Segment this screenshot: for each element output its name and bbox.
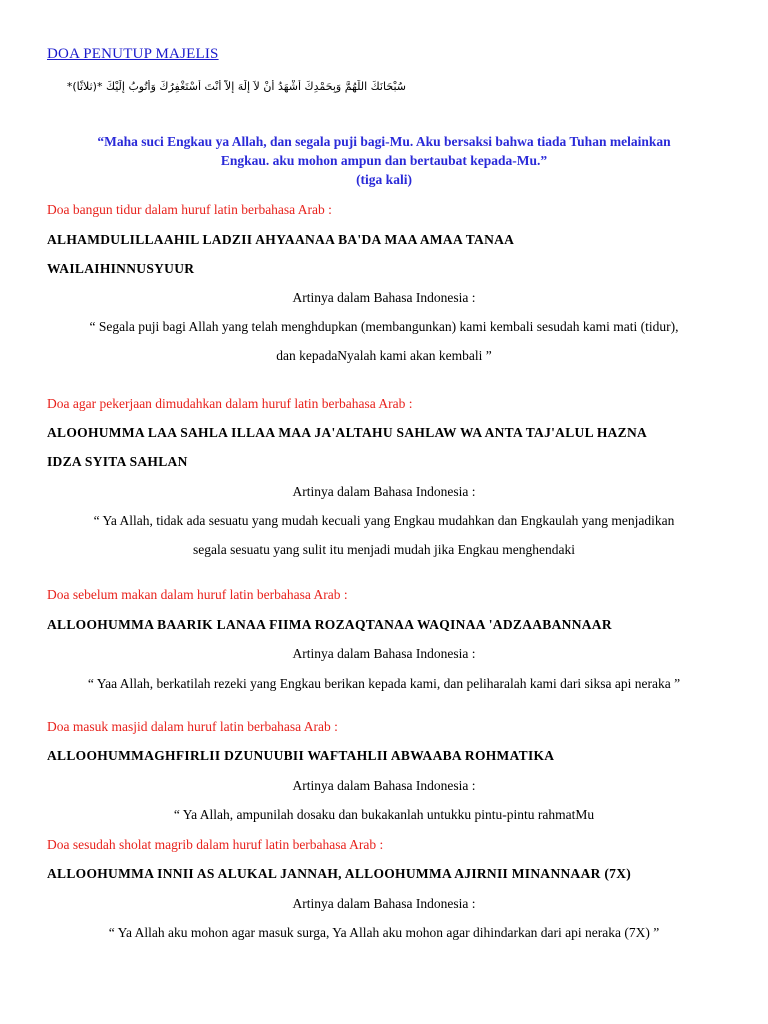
translation-line: “ Ya Allah, tidak ada sesuatu yang mudah kecuali yang Engkau mudahkan dan Engkaulah yang menjadikan bbox=[93, 513, 675, 528]
latin-text-line: ALOOHUMMA LAA SAHLA ILLAA MAA JA'ALTAHU SAHLAW WA ANTA TAJ'ALUL HAZNA bbox=[47, 425, 648, 440]
meaning-line-2: Engkau. aku mohon ampun dan bertaubat kepada-Mu.” bbox=[220, 153, 548, 168]
translation-line: “ Ya Allah, ampunilah dosaku dan bukakanlah untukku pintu-pintu rahmatMu bbox=[173, 807, 595, 822]
artinya-label: Artinya dalam Bahasa Indonesia : bbox=[292, 646, 476, 661]
translation-line: “ Ya Allah aku mohon agar masuk surga, Ya Allah aku mohon agar dihindarkan dari api neraka (7X) ” bbox=[108, 925, 660, 940]
artinya-label: Artinya dalam Bahasa Indonesia : bbox=[292, 290, 476, 305]
translation-line: segala sesuatu yang sulit itu menjadi mudah jika Engkau menghendaki bbox=[192, 542, 576, 557]
section-heading-pekerjaan: Doa agar pekerjaan dimudahkan dalam huruf latin berbahasa Arab : bbox=[47, 396, 413, 411]
latin-text-line: ALLOOHUMMA INNII AS ALUKAL JANNAH, ALLOOHUMMA AJIRNII MINANNAAR (7X) bbox=[47, 866, 632, 881]
section-heading-sebelum-makan: Doa sebelum makan dalam huruf latin berbahasa Arab : bbox=[47, 587, 348, 602]
artinya-label: Artinya dalam Bahasa Indonesia : bbox=[292, 778, 476, 793]
section-heading-masuk-masjid: Doa masuk masjid dalam huruf latin berbahasa Arab : bbox=[47, 719, 338, 734]
section-heading-bangun-tidur: Doa bangun tidur dalam huruf latin berbahasa Arab : bbox=[47, 202, 332, 217]
translation-line: “ Yaa Allah, berkatilah rezeki yang Engkau berikan kepada kami, dan peliharalah kami dari siksa api neraka ” bbox=[87, 676, 681, 691]
meaning-line-3: (tiga kali) bbox=[356, 172, 412, 187]
section-heading-sesudah-sholat: Doa sesudah sholat magrib dalam huruf latin berbahasa Arab : bbox=[47, 837, 384, 852]
latin-text-line: ALHAMDULILLAAHIL LADZII AHYAANAA BA'DA MAA AMAA TANAA bbox=[47, 232, 515, 247]
arabic-prayer-text: سُبْحَانَكَ اللَّهُمَّ وَبِحَمْدِكَ أَشْهَدُ أَنْ لاَ إِلَهَ إِلاَّ أَنْتَ أَسْتَغْفِرُكَ وَأَتُوبُ إِلَيْكَ *(ثلاثًا)* bbox=[66, 80, 406, 93]
artinya-label: Artinya dalam Bahasa Indonesia : bbox=[292, 484, 476, 499]
translation-line: dan kepadaNyalah kami akan kembali ” bbox=[276, 348, 492, 363]
document-title[interactable]: DOA PENUTUP MAJELIS bbox=[47, 46, 219, 62]
prayer-meaning bbox=[40, 132, 728, 189]
latin-text-line: WAILAIHINNUSYUUR bbox=[47, 261, 195, 276]
latin-text-line: ALLOOHUMMAGHFIRLII DZUNUUBII WAFTAHLII ABWAABA ROHMATIKA bbox=[47, 748, 555, 763]
artinya-label: Artinya dalam Bahasa Indonesia : bbox=[292, 896, 476, 911]
meaning-line-1: “Maha suci Engkau ya Allah, dan segala puji bagi-Mu. Aku bersaksi bahwa tiada Tuhan melainkan bbox=[97, 134, 671, 149]
latin-text-line: ALLOOHUMMA BAARIK LANAA FIIMA ROZAQTANAA WAQINAA 'ADZAABANNAAR bbox=[47, 617, 612, 632]
latin-text-line: IDZA SYITA SAHLAN bbox=[47, 454, 188, 469]
translation-line: “ Segala puji bagi Allah yang telah menghdupkan (membangunkan) kami kembali sesudah kami mati (tidur), bbox=[89, 319, 679, 334]
